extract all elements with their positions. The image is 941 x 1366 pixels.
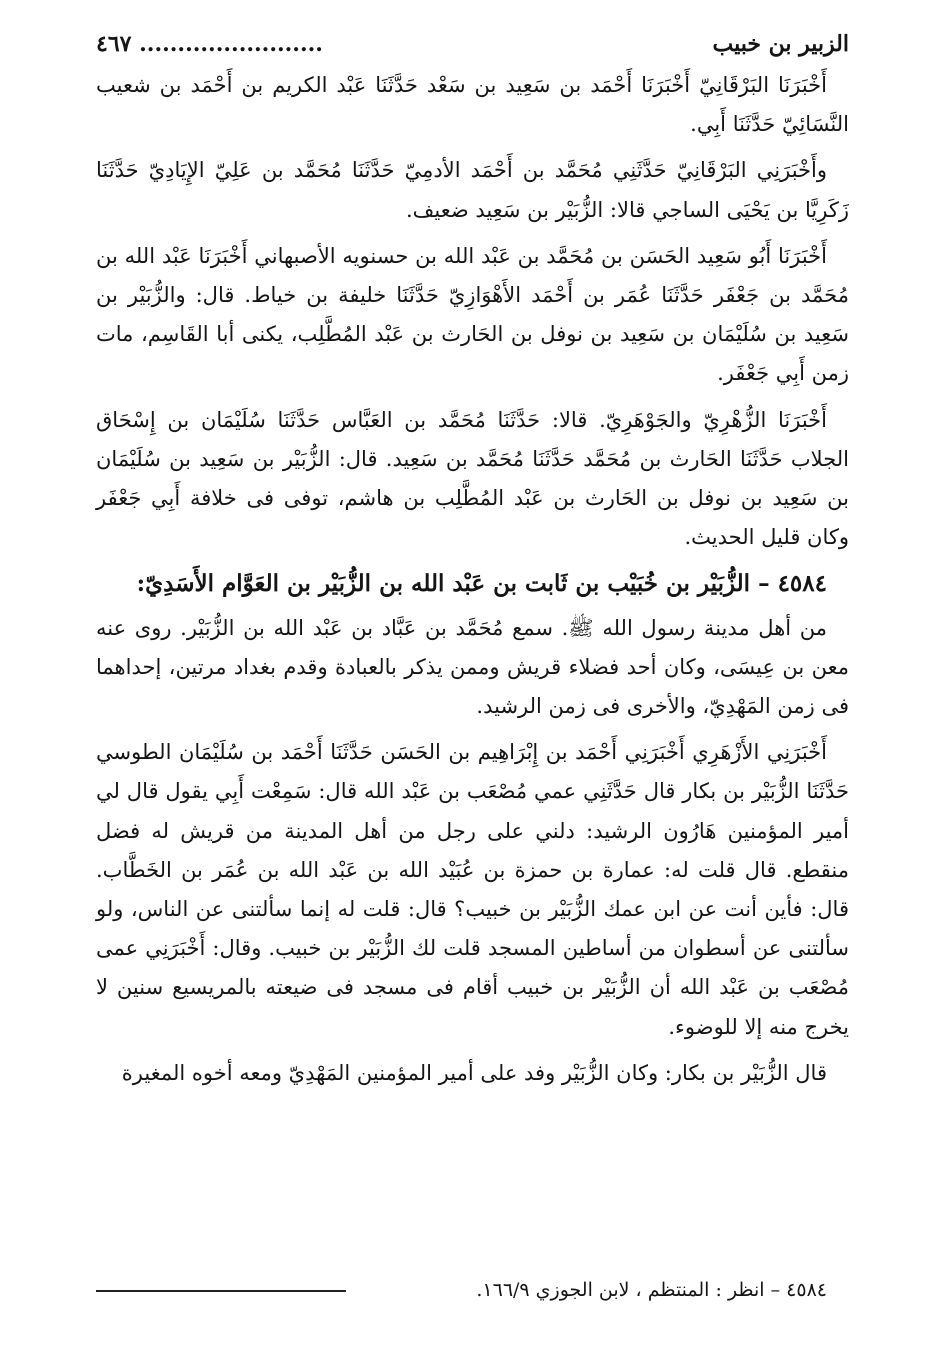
leader-dots: ........................ bbox=[139, 31, 323, 57]
paragraph-2: وأَخْبَرَنِي البَرْقَانِيّ حَدَّثَنِي مُحَمَّد بن أَحْمَد الأدمِيّ حَدَّثَنَا مُحَمَّد بن عَلِيّ الإِيَادِيّ حَدَّثَنَا زَكَرِيَّا بن يَحْيَى الساجي قالا: الزُّبَيْر بن سَعِيد ضعيف. bbox=[96, 158, 849, 222]
footnote: ٤٥٨٤ – انظر : المنتظم ، لابن الجوزي ١٦٦/٩. bbox=[476, 1279, 827, 1301]
entry-paragraph-3: قال الزُّبَيْر بن بكار: وكان الزُّبَيْر وفد على أمير المؤمنين المَهْدِيّ ومعه أخوه المغيرة bbox=[121, 1060, 827, 1085]
page-body bbox=[96, 66, 849, 1093]
paragraph-3: أَخْبَرَنَا أَبُو سَعِيد الحَسَن بن مُحَمَّد بن عَبْد الله بن حسنويه الأصبهاني أَخْبَرَنَا عَبْد الله بن مُحَمَّد بن جَعْفَر حَدَّثَنَا عُمَر بن أَحْمَد الأَهْوَازِيّ حَدَّثَنَا خليفة بن خياط. قال: والزُّبَيْر بن سَعِيد بن سُلَيْمَان بن سَعِيد بن نوفل بن الحَارث بن عَبْد المُطَّلِب، يكنى أبا القَاسِم، مات زمن أَبِي جَعْفَر. bbox=[96, 243, 849, 386]
page-number: ٤٦٧ bbox=[96, 31, 132, 57]
paragraph-4: أَخْبَرَنَا الزُّهْرِيّ والجَوْهَرِيّ. قالا: حَدَّثَنَا مُحَمَّد بن العَبَّاس حَدَّثَنَا سُلَيْمَان بن إِسْحَاق الجلاب حَدَّثَنَا الحَارث بن مُحَمَّد حَدَّثَنَا مُحَمَّد بن سَعِيد. قال: الزُّبَيْر بن سَعِيد بن سُلَيْمَان بن سَعِيد بن نوفل بن الحَارث بن عَبْد المُطَّلِب بن هاشم، توفى فى خلافة أَبِي جَعْفَر وكان قليل الحديث. bbox=[96, 407, 849, 550]
running-title: الزبير بن خبيب bbox=[712, 31, 849, 57]
entry-paragraph-1: من أهل مدينة رسول الله ﷺ. سمع مُحَمَّد بن عَبَّاد بن عَبْد الله بن الزُّبَيْر. روى عنه معن بن عِيسَى، وكان أحد فضلاء قريش وممن يذكر بالعبادة وقدم بغداد مرتين، إحداهما فى زمن المَهْدِيّ، والأخرى فى زمن الرشيد. bbox=[96, 615, 849, 719]
entry-paragraph-2: أَخْبَرَنِي الأَزْهَرِي أَخْبَرَنِي أَحْمَد بن إِبْرَاهِيم بن الحَسَن حَدَّثَنَا أَحْمَد بن سُلَيْمَان الطوسي حَدَّثَنَا الزُّبَيْر بن بكار قال حَدَّثَنِي عمي مُصْعَب بن عَبْد الله قال: سَمِعْت أَبِي يقول قال لي أمير المؤمنين هَارُون الرشيد: دلني على رجل من أهل المدينة من قريش له فضل منقطع. قال قلت له: عمارة بن حمزة بن عُبَيْد الله بن عَبْد الله بن عُمَر بن الخَطَّاب. قال: فأين أنت عن ابن عمك الزُّبَيْر بن خبيب؟ قال: قلت له إنما سألتنى عن الناس، ولو سألتنى عن أسطوان من أساطين المسجد قلت لك الزُّبَيْر بن خبيب. وقال: أَخْبَرَنِي عمى مُصْعَب بن عَبْد الله أن الزُّبَيْر بن خبيب أقام فى مسجد فى ضيعته بالمريسيع سنين لا يخرج منه إلا للوضوء. bbox=[96, 740, 849, 1039]
running-head bbox=[96, 26, 849, 66]
paragraph-1: أَخْبَرَنَا البَرْقَانِيّ أَخْبَرَنَا أَحْمَد بن سَعِيد بن سَعْد حَدَّثَنَا عَبْد الكريم بن أَحْمَد بن شعيب النَّسَائِيّ حَدَّثَنَا أَبِي. bbox=[96, 73, 849, 137]
entry-heading: ٤٥٨٤ – الزُّبَيْر بن خُبَيْب بن ثَابت بن عَبْد الله بن الزُّبَيْر بن العَوَّام الأَسَدِيّ: bbox=[136, 570, 827, 598]
page-number-group bbox=[96, 26, 323, 62]
